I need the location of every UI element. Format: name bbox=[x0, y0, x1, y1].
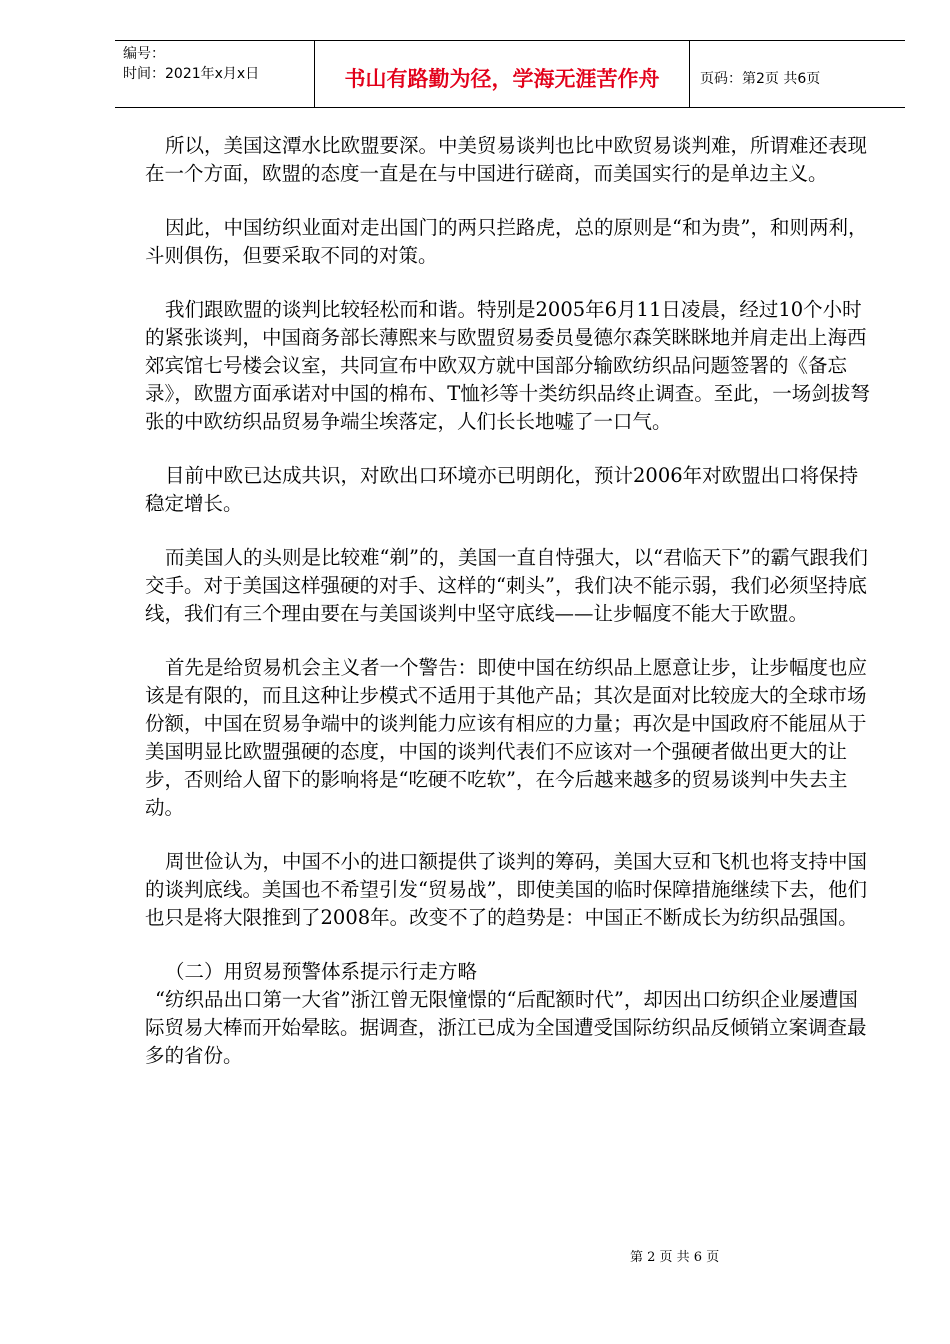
paragraph: 周世俭认为，中国不小的进口额提供了谈判的筹码，美国大豆和飞机也将支持中国的谈判底线。美国也不希望引发“贸易战”，即使美国的临时保障措施继续下去，他们也只是将大限推到了2008年。改变不了的趋势是：中国正不断成长为纺织品强国。 bbox=[145, 850, 868, 929]
paragraph: 而美国人的头则是比较难“剃”的，美国一直自恃强大，以“君临天下”的霸气跟我们交手。对于美国这样强硬的对手、这样的“刺头”，我们决不能示弱，我们必须坚持底线，我们有三个理由要在与美国谈判中坚守底线——让步幅度不能大于欧盟。 bbox=[145, 546, 868, 625]
paragraph: 因此，中国纺织业面对走出国门的两只拦路虎，总的原则是“和为贵”，和则两利，斗则俱伤，但要采取不同的对策。 bbox=[145, 216, 868, 267]
header-motto: 书山有路勤为径，学海无涯苦作舟 bbox=[315, 41, 690, 107]
header-page-number: 页码：第2页 共6页 bbox=[700, 71, 821, 87]
paragraph: 目前中欧已达成共识，对欧出口环境亦已明朗化，预计2006年对欧盟出口将保持稳定增长。 bbox=[145, 464, 859, 515]
paragraph: 首先是给贸易机会主义者一个警告：即使中国在纺织品上愿意让步，让步幅度也应该是有限的，而且这种让步模式不适用于其他产品；其次是面对比较庞大的全球市场份额，中国在贸易争端中的谈判能力应该有相应的力量；再次是中国政府不能屈从于美国明显比欧盟强硬的态度，中国的谈判代表们不应该对一个强硬者做出更大的让步，否则给人留下的影响将是“吃硬不吃软”，在今后越来越多的贸易谈判中失去主动。 bbox=[145, 656, 868, 819]
document-number-label: 编号： bbox=[123, 46, 165, 62]
section-heading: （二）用贸易预警体系提示行走方略 bbox=[165, 960, 478, 983]
paragraph: 所以，美国这潭水比欧盟要深。中美贸易谈判也比中欧贸易谈判难，所谓难还表现在一个方面，欧盟的态度一直是在与中国进行磋商，而美国实行的是单边主义。 bbox=[145, 134, 868, 185]
page-footer: 第 2 页 共 6 页 bbox=[630, 1250, 720, 1265]
document-body bbox=[145, 132, 875, 1070]
document-time-label: 时间：2021年x月x日 bbox=[123, 66, 260, 82]
paragraph: 我们跟欧盟的谈判比较轻松而和谐。特别是2005年6月11日凌晨，经过10个小时的紧张谈判，中国商务部长薄熙来与欧盟贸易委员曼德尔森笑眯眯地并肩走出上海西郊宾馆七号楼会议室，共同宣布中欧双方就中国部分输欧纺织品问题签署的《备忘录》，欧盟方面承诺对中国的棉布、T恤衫等十类纺织品终止调查。至此，一场剑拔弩张的中欧纺织品贸易争端尘埃落定，人们长长地嘘了一口气。 bbox=[145, 298, 870, 433]
section-paragraph: “纺织品出口第一大省”浙江曾无限憧憬的“后配额时代”，却因出口纺织企业屡遭国际贸易大棒而开始晕眩。据调查，浙江已成为全国遭受国际纺织品反倾销立案调查最多的省份。 bbox=[145, 988, 867, 1067]
header-meta bbox=[115, 41, 315, 107]
page-header bbox=[115, 40, 905, 108]
